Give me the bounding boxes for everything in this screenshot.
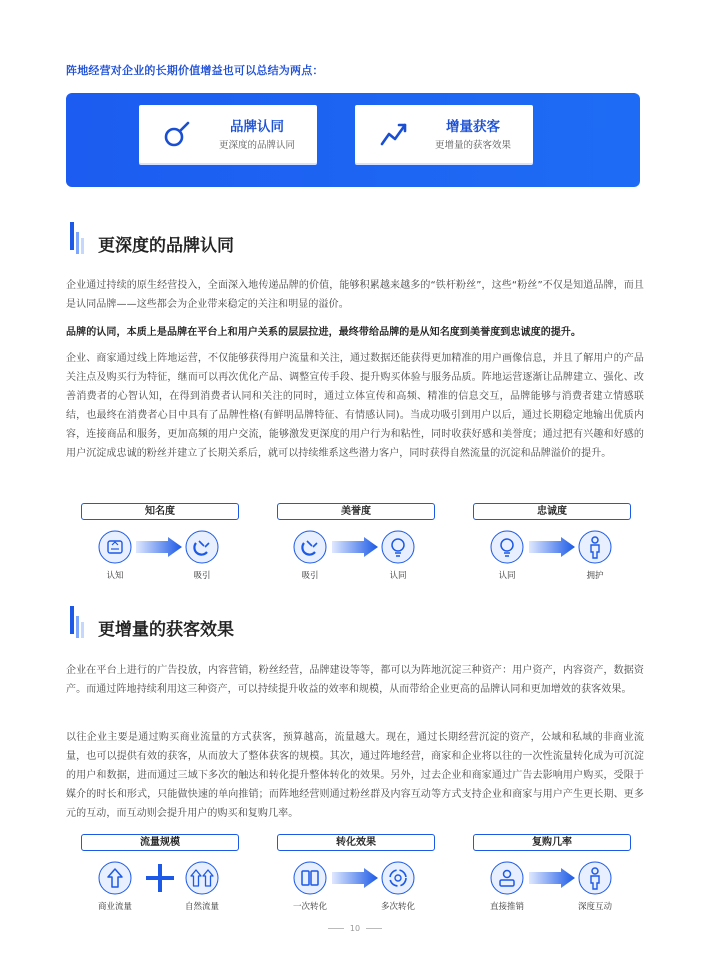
intro-text: 阵地经营对企业的长期价值增益也可以总结为两点： <box>66 64 324 77</box>
cycle-icon <box>381 861 415 895</box>
customer-growth-card <box>355 105 533 163</box>
card-title: 增量获客 <box>446 119 500 135</box>
flow-caption: 拥护 <box>586 571 604 581</box>
awareness-icon <box>98 530 132 564</box>
paragraph: 以往企业主要是通过购买商业流量的方式获客，预算越高，流量越大。现在，通过长期经营沉淀的资产，公域和私域的非商业流量，也可以提供有效的获客，从而放大了整体获客的规模。其次，通过阵地经营，商家和企业将以往的一次性流量转化成为可沉淀的用户和数据，进而通过三域下多次的触达和转化提升整体转化的效果。另外，过去企业和商家通过广告去影响用户购买，受限于媒介的时长和形式，只能做快速的单向推销；而阵地经营则通过粉丝群及内容互动等方式支持企业和商家与用户产生更长期、更多元的互动，而互动则会提升用户的购买和复购几率。 <box>66 732 644 819</box>
card-title: 品牌认同 <box>230 119 284 135</box>
arrow-up-icon <box>98 861 132 895</box>
panels-icon <box>293 861 327 895</box>
plus-icon <box>146 864 174 892</box>
lightbulb-icon <box>490 530 524 564</box>
page-number: 10 <box>349 924 361 933</box>
person-icon <box>578 861 612 895</box>
flow-caption: 吸引 <box>301 571 319 581</box>
section-title: 更增量的获客效果 <box>98 620 234 640</box>
page-footer <box>0 924 710 933</box>
card-subtitle: 更深度的品牌认同 <box>218 140 295 151</box>
magnet-icon <box>293 530 327 564</box>
flow-label: 美誉度 <box>277 503 435 520</box>
paragraph: 企业在平台上进行的广告投放，内容营销，粉丝经营，品牌建设等等，都可以为阵地沉淀三种资产：用户资产，内容资产，数据资产。而通过阵地持续利用这三种资产，可以持续提升收益的效率和规模，从而带给企业更高的品牌认同和更加增效的获客效果。 <box>66 665 644 695</box>
section-marker-icon <box>66 606 90 640</box>
flow-label: 忠诚度 <box>473 503 631 520</box>
flow-label: 转化效果 <box>277 834 435 851</box>
flow-label: 流量规模 <box>81 834 239 851</box>
flow-caption: 吸引 <box>193 571 211 581</box>
flow-arrow-icon <box>332 868 378 888</box>
section-marker-icon <box>66 222 90 256</box>
flow-caption: 商业流量 <box>97 902 132 912</box>
flow-caption: 认同 <box>389 571 407 581</box>
flow-arrow-icon <box>529 868 575 888</box>
footer-rule <box>366 928 382 929</box>
flow-caption: 认知 <box>106 571 124 581</box>
flow-caption: 认同 <box>498 571 516 581</box>
value-banner <box>66 93 640 187</box>
magnifier-icon <box>161 117 195 151</box>
flow-caption: 多次转化 <box>380 902 415 912</box>
person-icon <box>578 530 612 564</box>
flow-label: 复购几率 <box>473 834 631 851</box>
double-arrow-up-icon <box>185 861 219 895</box>
flow-arrow-icon <box>136 537 182 557</box>
flow-caption: 深度互动 <box>577 902 612 912</box>
card-subtitle: 更增量的获客效果 <box>434 140 511 151</box>
paragraph: 企业通过持续的原生经营投入，全面深入地传递品牌的价值，能够积累越来越多的“铁杆粉丝”，这些“粉丝”不仅是知道品牌，而且是认同品牌——这些都会为企业带来稳定的关注和明显的溢价。 <box>66 280 644 310</box>
footer-rule <box>328 928 344 929</box>
flow-arrow-icon <box>529 537 575 557</box>
flow-arrow-icon <box>332 537 378 557</box>
user-card-icon <box>490 861 524 895</box>
lightbulb-icon <box>381 530 415 564</box>
flow-caption: 直接推销 <box>489 902 524 912</box>
flow-caption: 自然流量 <box>184 902 219 912</box>
paragraph-emphasis: 品牌的认同，本质上是品牌在平台上和用户关系的层层拉进，最终带给品牌的是从知名度到美誉度到忠诚度的提升。 <box>66 327 582 338</box>
magnet-icon <box>185 530 219 564</box>
flow-label: 知名度 <box>81 503 239 520</box>
trend-up-icon <box>377 117 411 151</box>
section-title: 更深度的品牌认同 <box>98 236 234 256</box>
paragraph: 企业、商家通过线上阵地运营，不仅能够获得用户流量和关注，通过数据还能获得更加精准的用户画像信息，并且了解用户的产品关注点及购买行为特征，继而可以再次优化产品、调整宣传手段、提升购买体验与服务品质。阵地运营逐渐让品牌建立、强化、改善消费者的心智认知，在得到消费者认同和关注的同时，通过立体宣传和高频、精准的信息交互，品牌能够与消费者建立情感联结，也最终在消费者心目中具有了品牌性格(有鲜明品牌特征、有情感认同)。当成功吸引到用户以后，通过长期稳定地输出优质内容，连接商品和服务，更加高频的用户交流，能够激发更深度的用户行为和粘性，同时收获好感和美誉度；通过把有兴趣和好感的用户沉淀成忠诚的粉丝并建立了长期关系后，就可以持续维系这些潜力客户，同时获得自然流量的沉淀和品牌溢价的提升。 <box>66 353 644 459</box>
brand-identity-card <box>139 105 317 163</box>
flow-caption: 一次转化 <box>292 902 327 912</box>
